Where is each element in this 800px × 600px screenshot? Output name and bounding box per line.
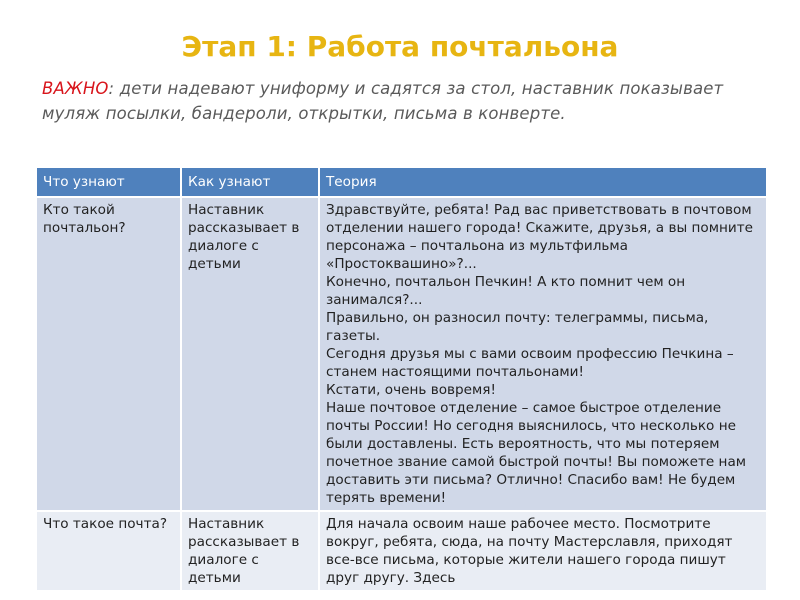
slide-title: Этап 1: Работа почтальона [181,30,619,63]
lesson-table [35,166,768,592]
header-theory: Теория [319,167,767,197]
theory-paragraph: Наше почтовое отделение – самое быстрое отделение почты России! Но сегодня выяснилось, что несколько не были доставлены. Есть вероятность, что мы потеряем почетное звание самой быстрой почты! Вы поможете нам доставить эти письма? Отлично! Спасибо вам! Не будем терять времени! [326,400,747,506]
cell-theory [319,511,767,591]
header-what: Что узнают [36,167,181,197]
cell-theory [319,197,767,511]
theory-paragraph: Правильно, он разносил почту: телеграммы, письма, газеты. [326,310,709,344]
table-row [36,511,767,591]
cell-how: Наставник рассказывает в диалоге с детьми [181,197,319,511]
cell-how: Наставник рассказывает в диалоге с детьми [181,511,319,591]
important-label: ВАЖНО [42,79,109,98]
table-header-row [36,167,767,197]
cell-what: Кто такой почтальон? [36,197,181,511]
theory-paragraph: Конечно, почтальон Печкин! А кто помнит чем он занимался?... [326,274,686,308]
table-row [36,197,767,511]
theory-paragraph: Сегодня друзья мы с вами освоим профессию Печкина – станем настоящими почтальонами! [326,346,734,380]
theory-paragraph: Здравствуйте, ребята! Рад вас приветствовать в почтовом отделении нашего города! Скажите, друзья, а вы помните персонажа – почтальона из мультфильма «Простоквашино»?... [326,202,753,272]
important-note [42,76,762,126]
theory-paragraph: Кстати, очень вовремя! [326,382,496,398]
cell-what: Что такое почта? [36,511,181,591]
header-how: Как узнают [181,167,319,197]
important-text: : дети надевают униформу и садятся за стол, наставник показывает муляж посылки, бандероли, открытки, письма в конверте. [42,79,724,123]
theory-paragraph: Для начала освоим наше рабочее место. Посмотрите вокруг, ребята, сюда, на почту Мастерславля, приходят все-все письма, которые жители нашего города пишут друг другу. Здесь [326,516,733,586]
